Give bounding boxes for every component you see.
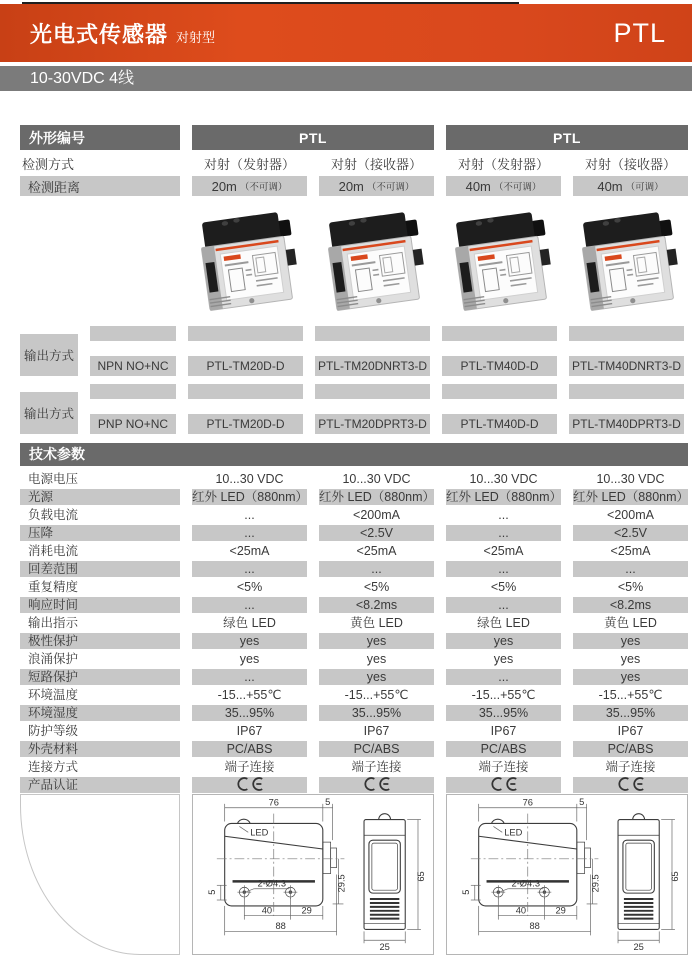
spec-value: <8.2ms [573,597,688,613]
dimension-drawings-row [20,794,688,955]
spec-label: 负载电流 [28,508,79,522]
detection-method-cell: 对射（接收器） [330,157,422,172]
distance-note: （不可调） [239,182,288,193]
spec-row [20,578,688,596]
spec-value: 黄色 LED [604,616,657,630]
model-number: PTL-TM20DNRT3-D [315,356,430,376]
cert-cell [446,777,561,793]
spec-label: 短路保护 [20,669,180,685]
sensor-photo-illustration [446,201,561,325]
dim-overall-width: 88 [529,920,540,931]
spec-value: 35...95% [573,705,688,721]
spec-row [20,740,688,758]
spec-label: 环境湿度 [20,705,180,721]
spec-label: 消耗电流 [28,544,79,558]
detection-method-cell: 对射（发射器） [203,157,295,172]
spec-value: ... [446,525,561,541]
spec-value: PC/ABS [573,741,688,757]
spec-value: ... [192,669,307,685]
sensor-photo-illustration [573,201,688,325]
dim-holes: 2-Ø4.3 [257,878,287,889]
detection-distance-cell [573,176,688,196]
spec-value: yes [620,652,641,666]
cert-cell [573,777,688,793]
dim-side-offset: 29.5 [336,874,347,893]
spec-label: 极性保护 [20,633,180,649]
dim-hole-right: 29 [301,905,312,916]
spec-value: 10...30 VDC [215,472,284,486]
output-label: 输出方式 [20,392,78,434]
spec-value: ... [498,508,509,522]
spec-value: yes [573,669,688,685]
spec-value: IP67 [363,724,390,738]
output-type: PNP NO+NC [90,414,176,434]
dim-left-offset: 5 [206,889,217,895]
spec-value: 端子连接 [224,760,275,774]
spec-value: -15...+55℃ [471,688,536,702]
product-photo-4 [573,201,688,325]
detection-distance-cell [446,176,561,196]
spec-label: 外壳材料 [20,741,180,757]
page-header [0,4,692,62]
ce-mark-icon [362,777,392,791]
product-photo-2 [319,201,434,325]
spec-label: 连接方式 [28,760,79,774]
detection-distance-row [20,176,688,196]
distance-note: （可调） [625,182,664,193]
spec-value: 绿色 LED [223,616,276,630]
dim-height: 65 [669,871,680,882]
model-number: PTL-TM20D-D [188,356,303,376]
spec-value: yes [446,633,561,649]
spec-row [20,776,688,794]
spec-value: 35...95% [319,705,434,721]
ce-mark-icon [616,777,646,791]
spec-value: 红外 LED（880nm） [573,490,690,504]
dimension-drawing-svg [195,796,431,953]
product-photo-3 [446,201,561,325]
spec-value: 10...30 VDC [469,472,538,486]
spec-row [20,614,688,632]
spec-table [20,125,688,955]
spec-row [20,758,688,776]
spec-row [20,470,688,488]
spec-value: 端子连接 [351,760,402,774]
dim-top-width: 76 [268,797,279,808]
spec-row [20,686,688,704]
row-label: 检测方式 [22,157,75,172]
spec-value: yes [366,652,387,666]
spec-label: 防护等级 [28,724,79,738]
spec-value: 红外 LED（880nm） [319,490,436,504]
output-block-pnp [20,384,688,434]
strip-cell [315,384,430,399]
spec-label: 光源 [20,489,180,505]
spec-label: 电源电压 [28,472,79,486]
strip-cell [569,384,684,399]
spec-label: 产品认证 [20,777,180,793]
spec-row [20,524,688,542]
strip-cell [442,326,557,341]
spec-value: <200mA [607,508,654,522]
dim-depth: 25 [633,942,644,953]
detection-method-row [20,153,688,174]
product-photo-row [20,200,688,326]
spec-row [20,650,688,668]
spec-value: ... [573,561,688,577]
spec-value: <2.5V [319,525,434,541]
dim-hole-span: 40 [515,905,527,916]
model-number: PTL-TM20DPRT3-D [315,414,430,434]
spec-value: <8.2ms [319,597,434,613]
spec-value: 10...30 VDC [596,472,665,486]
strip-cell [188,326,303,341]
sensor-photo-illustration [319,201,434,325]
spec-value: ... [446,669,561,685]
corner-frame [20,794,180,955]
output-block-npn [20,326,688,376]
distance-note: （不可调） [366,182,415,193]
ce-mark-icon [489,777,519,791]
dim-left-offset: 5 [460,889,471,895]
spec-label: 环境温度 [28,688,79,702]
spec-label: 重复精度 [28,580,79,594]
strip-cell [442,384,557,399]
spec-value: yes [319,669,434,685]
page-subtitle: 对射型 [176,29,216,45]
dim-side-offset: 29.5 [590,874,601,893]
spec-value: <5% [363,580,390,594]
model-number: PTL-TM40DNRT3-D [569,356,684,376]
spec-row [20,542,688,560]
spec-row [20,488,688,506]
model-number: PTL-TM40D-D [442,356,557,376]
spec-value: 端子连接 [605,760,656,774]
page-title: 光电式传感器 [30,21,169,47]
dim-hole-span: 40 [261,905,273,916]
distance-value: 40m [597,178,623,194]
distance-value: 20m [211,178,237,194]
spec-value: 红外 LED（880nm） [446,490,563,504]
spec-label: 回差范围 [20,561,180,577]
strip-cell [90,384,176,399]
spec-value: <2.5V [573,525,688,541]
spec-value: <5% [236,580,263,594]
dimension-drawing-2 [446,794,688,955]
tech-params-header: 技术参数 [20,443,688,466]
cert-cell [319,777,434,793]
strip-cell [569,326,684,341]
spec-row [20,506,688,524]
detection-method-cell: 对射（发射器） [457,157,549,172]
detection-method-cell: 对射（接收器） [584,157,676,172]
spec-value: yes [493,652,514,666]
row-label: 检测距离 [20,176,180,196]
spec-value: <5% [490,580,517,594]
dim-depth: 25 [379,942,390,953]
spec-value: PC/ABS [319,741,434,757]
group2-header: PTL [446,125,688,150]
strip-cell [90,326,176,341]
spec-row [20,632,688,650]
dim-hole-right: 29 [555,905,566,916]
spec-value: yes [319,633,434,649]
spec-value: <25mA [483,544,524,558]
spec-label: 响应时间 [20,597,180,613]
spec-value: PC/ABS [446,741,561,757]
model-number: PTL-TM40DPRT3-D [569,414,684,434]
spec-value: <5% [617,580,644,594]
spec-row [20,596,688,614]
spec-rows [20,470,688,794]
dimension-drawing-svg [449,796,685,953]
led-label: LED [504,827,523,838]
spec-row [20,704,688,722]
sensor-photo-illustration [192,201,307,325]
spec-value: 红外 LED（880nm） [192,490,309,504]
dim-top-width: 76 [522,797,533,808]
spec-value: -15...+55℃ [344,688,409,702]
model-number: PTL-TM20D-D [188,414,303,434]
spec-value: yes [573,633,688,649]
spec-value: ... [192,561,307,577]
spec-label: 压降 [20,525,180,541]
dim-top-offset: 5 [579,796,585,807]
detection-distance-cell [319,176,434,196]
spec-value: <25mA [610,544,651,558]
product-photo-1 [192,201,307,325]
model-number: PTL-TM40D-D [442,414,557,434]
spec-value: yes [239,652,260,666]
output-type: NPN NO+NC [90,356,176,376]
spec-value: <25mA [229,544,270,558]
spec-value: <25mA [356,544,397,558]
spec-value: ... [446,597,561,613]
distance-note: （不可调） [493,182,542,193]
spec-value: ... [244,508,255,522]
dimension-drawing-1 [192,794,434,955]
spec-value: ... [446,561,561,577]
distance-value: 20m [338,178,364,194]
dim-height: 65 [415,871,426,882]
spec-value: -15...+55℃ [598,688,663,702]
spec-row [20,668,688,686]
detection-distance-cell [192,176,307,196]
spec-value: 端子连接 [478,760,529,774]
distance-value: 40m [465,178,491,194]
strip-cell [188,384,303,399]
spec-value: 黄色 LED [350,616,403,630]
ce-mark-icon [235,777,265,791]
strip-cell [315,326,430,341]
spec-value: 10...30 VDC [342,472,411,486]
spec-value: IP67 [490,724,517,738]
spec-label: 输出指示 [28,616,79,630]
series-name: PTL [613,17,666,48]
spec-value: ... [192,597,307,613]
dim-overall-width: 88 [275,920,286,931]
spec-value: yes [192,633,307,649]
spec-row [20,560,688,578]
spec-value: IP67 [617,724,644,738]
spec-value: ... [192,525,307,541]
spec-value: -15...+55℃ [217,688,282,702]
spec-value: ... [319,561,434,577]
spec-value: PC/ABS [192,741,307,757]
dim-top-offset: 5 [325,796,331,807]
spec-value: 35...95% [446,705,561,721]
spec-value: 35...95% [192,705,307,721]
spec-value: 绿色 LED [477,616,530,630]
output-label: 输出方式 [20,334,78,376]
led-label: LED [250,827,269,838]
shape-header-row [20,125,688,150]
dim-holes: 2-Ø4.3 [511,878,541,889]
spec-value: <200mA [353,508,400,522]
shape-header-label: 外形编号 [20,125,180,150]
spec-value: IP67 [236,724,263,738]
spec-label: 浪涌保护 [28,652,79,666]
voltage-bar: 10-30VDC 4线 [0,66,692,91]
header-title-group [30,18,215,49]
cert-cell [192,777,307,793]
spec-row [20,722,688,740]
group1-header: PTL [192,125,434,150]
